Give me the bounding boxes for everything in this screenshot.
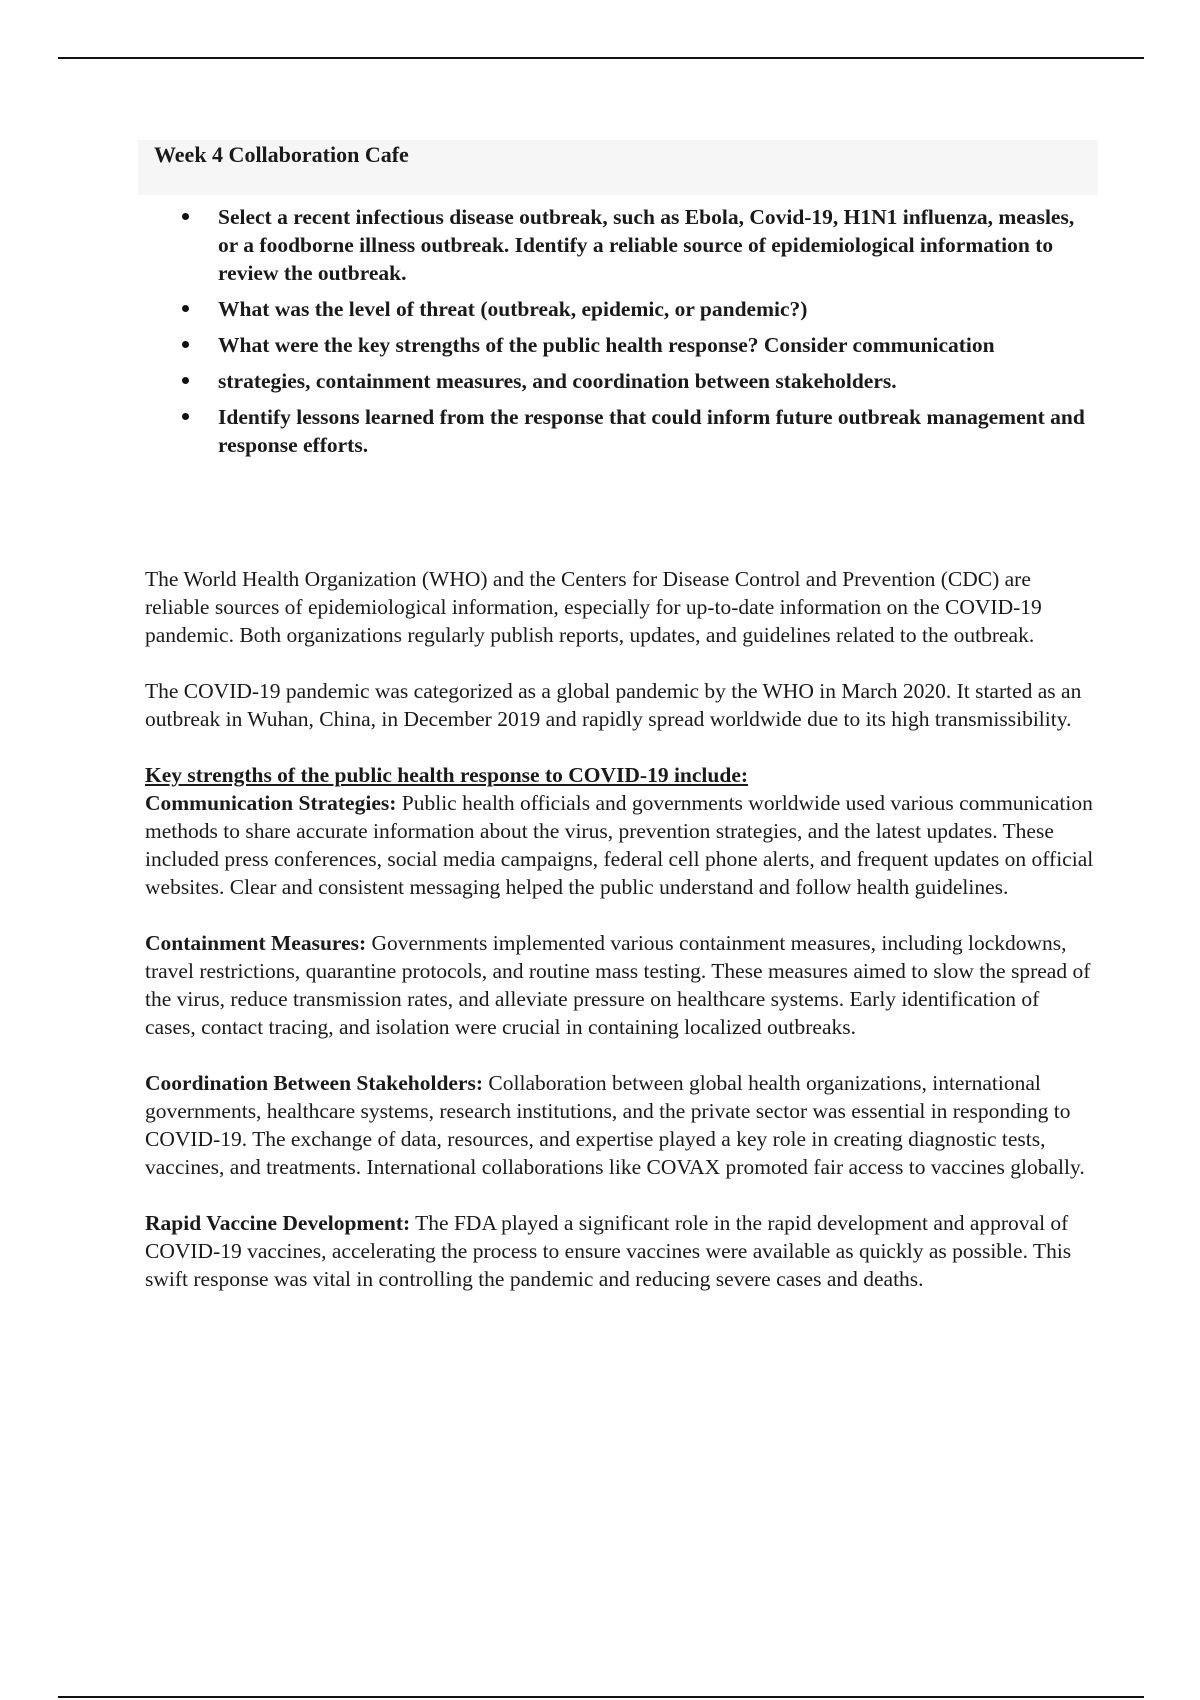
bottom-rule xyxy=(58,1696,1144,1698)
strength-label: Coordination Between Stakeholders: xyxy=(145,1071,484,1095)
bullet-icon xyxy=(182,341,189,348)
strengths-heading: Key strengths of the public health response to COVID-19 include: xyxy=(145,763,749,787)
prompt-text: What were the key strengths of the public health response? Consider communication xyxy=(218,333,995,357)
strength-label: Containment Measures: xyxy=(145,931,367,955)
strength-text: Governments implemented various containment measures, including lockdowns, travel restrictions, quarantine protocols, and routine mass testing. These measures aimed to slow the spread of the virus, reduce transmission rates, and alleviate pressure on healthcare systems. Early identification of cases, contact tracing, and isolation were crucial in containing localized outbreaks. xyxy=(145,931,1091,1039)
strength-text: Collaboration between global health organizations, international governments, healthcare systems, research institutions, and the private sector was essential in responding to COVID-19. The exchange of data, resources, and expertise played a key role in creating diagnostic tests, vaccines, and treatments. International collaborations like COVAX promoted fair access to vaccines globally. xyxy=(145,1071,1085,1179)
prompt-text: Identify lessons learned from the response that could inform future outbreak management and response efforts. xyxy=(218,405,1085,457)
prompt-text: Select a recent infectious disease outbreak, such as Ebola, Covid-19, H1N1 influenza, measles, or a foodborne illness outbreak. Identify a reliable source of epidemiological information to review the outbreak. xyxy=(218,205,1075,285)
strength-label: Rapid Vaccine Development: xyxy=(145,1211,411,1235)
document-title: Week 4 Collaboration Cafe xyxy=(154,142,409,167)
strength-label: Communication Strategies: xyxy=(145,791,397,815)
bullet-icon xyxy=(182,413,189,420)
prompt-item xyxy=(140,367,1090,395)
strength-communication xyxy=(145,789,1095,901)
bullet-icon xyxy=(182,377,189,384)
prompt-text: What was the level of threat (outbreak, epidemic, or pandemic?) xyxy=(218,297,808,321)
strength-vaccine xyxy=(145,1209,1095,1293)
prompt-item xyxy=(140,331,1090,359)
strength-containment xyxy=(145,929,1095,1041)
prompt-item xyxy=(140,203,1090,287)
top-rule xyxy=(58,57,1144,59)
strength-text: Public health officials and governments worldwide used various communication methods to share accurate information about the virus, prevention strategies, and the latest updates. These included press conferences, social media campaigns, federal cell phone alerts, and frequent updates on official websites. Clear and consistent messaging helped the public understand and follow health guidelines. xyxy=(145,791,1094,899)
prompt-item xyxy=(140,403,1090,459)
strength-coordination xyxy=(145,1069,1095,1181)
document-body xyxy=(145,565,1095,1321)
bullet-icon xyxy=(182,305,189,312)
prompt-item xyxy=(140,295,1090,323)
bullet-icon xyxy=(182,213,189,220)
strength-text: The FDA played a significant role in the rapid development and approval of COVID-19 vaccines, accelerating the process to ensure vaccines were available as quickly as possible. This swift response was vital in controlling the pandemic and reducing severe cases and deaths. xyxy=(145,1211,1072,1291)
prompt-text: strategies, containment measures, and coordination between stakeholders. xyxy=(218,369,897,393)
paragraph-threat-level: The COVID-19 pandemic was categorized as a global pandemic by the WHO in March 2020. It started as an outbreak in Wuhan, China, in December 2019 and rapidly spread worldwide due to its high transmissibility. xyxy=(145,679,1082,731)
prompt-list xyxy=(140,203,1090,467)
paragraph-sources: The World Health Organization (WHO) and the Centers for Disease Control and Prevention (CDC) are reliable sources of epidemiological information, especially for up-to-date information on the COVID-19 pandemic. Both organizations regularly publish reports, updates, and guidelines related to the outbreak. xyxy=(145,567,1042,647)
